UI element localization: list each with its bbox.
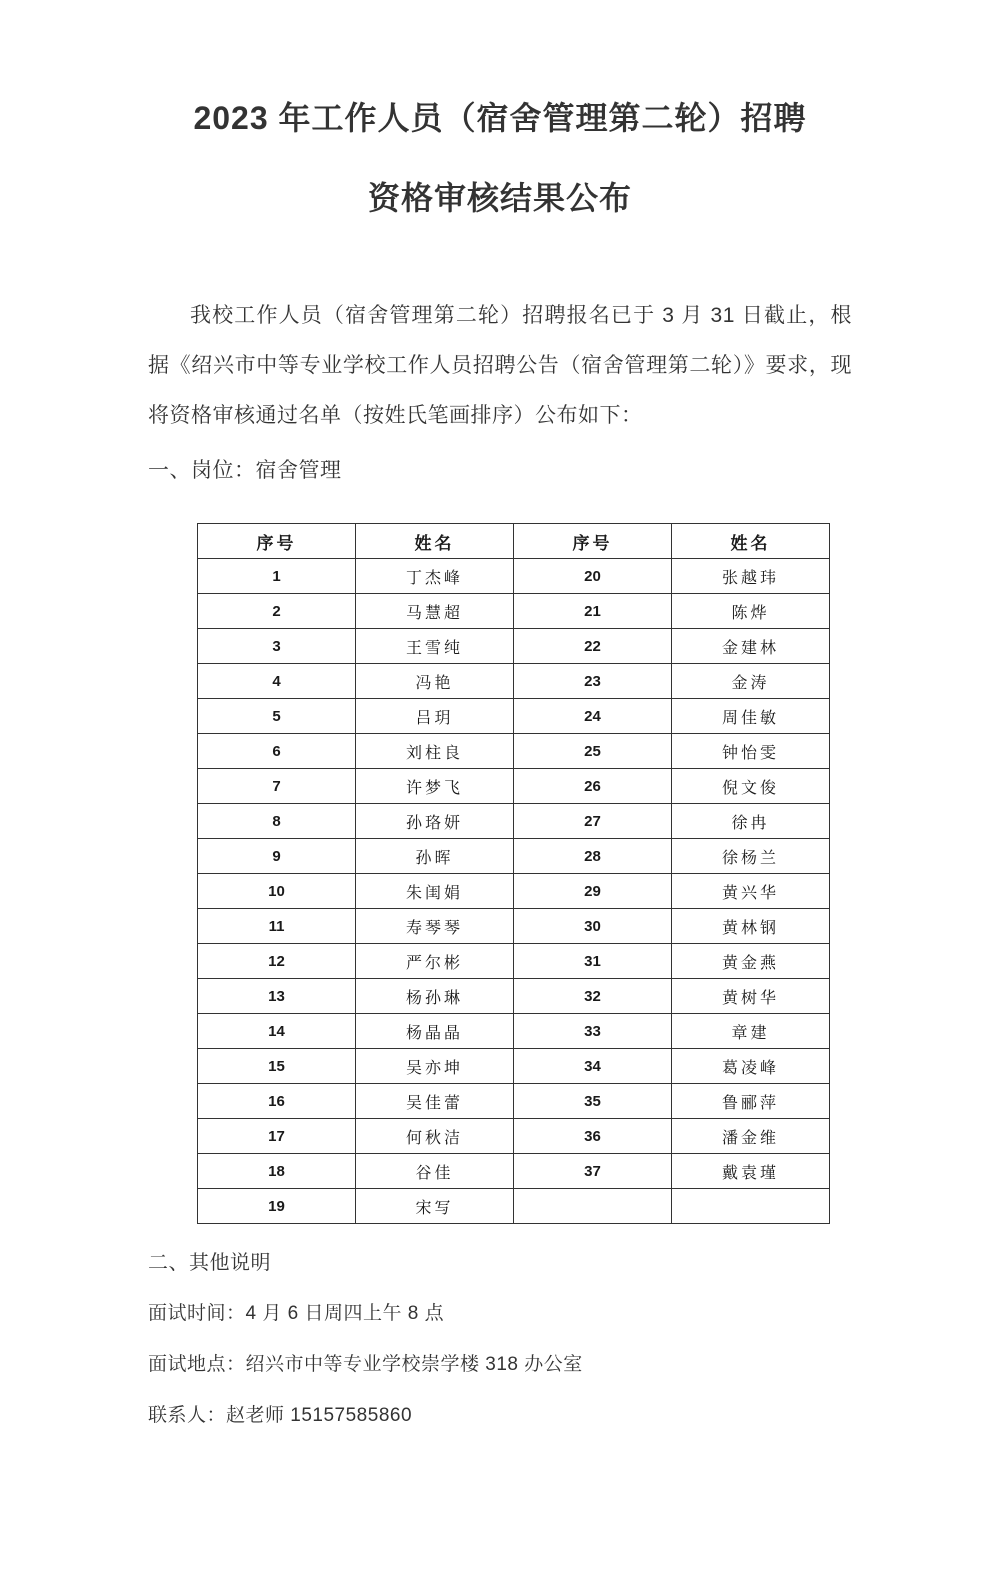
serial-cell: 9	[198, 839, 356, 874]
name-cell: 张越玮	[672, 559, 830, 594]
name-cell: 陈烨	[672, 594, 830, 629]
name-cell: 葛凌峰	[672, 1049, 830, 1084]
serial-cell: 20	[514, 559, 672, 594]
name-cell: 刘柱良	[356, 734, 514, 769]
name-cell: 冯艳	[356, 664, 514, 699]
name-cell: 孙珞妍	[356, 804, 514, 839]
table-header-cell: 序号	[198, 524, 356, 559]
table-row	[198, 944, 830, 979]
serial-cell: 33	[514, 1014, 672, 1049]
serial-cell: 35	[514, 1084, 672, 1119]
name-cell: 鲁郦萍	[672, 1084, 830, 1119]
table-row	[198, 629, 830, 664]
table-row	[198, 1154, 830, 1189]
serial-cell	[514, 1189, 672, 1224]
name-cell: 黄树华	[672, 979, 830, 1014]
name-cell: 徐杨兰	[672, 839, 830, 874]
table-row	[198, 1014, 830, 1049]
name-cell: 孙晖	[356, 839, 514, 874]
serial-cell: 21	[514, 594, 672, 629]
name-cell: 吕玥	[356, 699, 514, 734]
table-row	[198, 699, 830, 734]
page-title-line-1: 2023 年工作人员（宿舍管理第二轮）招聘	[193, 100, 807, 136]
serial-cell: 17	[198, 1119, 356, 1154]
serial-cell: 24	[514, 699, 672, 734]
applicants-table-body	[198, 559, 830, 1224]
name-cell: 钟怡雯	[672, 734, 830, 769]
table-row	[198, 874, 830, 909]
serial-cell: 6	[198, 734, 356, 769]
table-row	[198, 804, 830, 839]
table-header-row	[198, 524, 830, 559]
serial-cell: 19	[198, 1189, 356, 1224]
serial-cell: 16	[198, 1084, 356, 1119]
name-cell: 章建	[672, 1014, 830, 1049]
section-heading-position: 一、岗位：宿舍管理	[148, 459, 342, 482]
page-title	[148, 78, 852, 238]
serial-cell: 29	[514, 874, 672, 909]
name-cell: 杨晶晶	[356, 1014, 514, 1049]
serial-cell: 26	[514, 769, 672, 804]
page-title-line-2: 资格审核结果公布	[367, 180, 632, 216]
name-cell: 周佳敏	[672, 699, 830, 734]
name-cell: 许梦飞	[356, 769, 514, 804]
name-cell	[672, 1189, 830, 1224]
serial-cell: 23	[514, 664, 672, 699]
serial-cell: 8	[198, 804, 356, 839]
serial-cell: 22	[514, 629, 672, 664]
serial-cell: 36	[514, 1119, 672, 1154]
interview-place-line: 面试地点：绍兴市中等专业学校崇学楼 318 办公室	[148, 1354, 583, 1375]
table-header-cell: 序号	[514, 524, 672, 559]
table-row	[198, 1119, 830, 1154]
intro-paragraph: 我校工作人员（宿舍管理第二轮）招聘报名已于 3 月 31 日截止，根据《绍兴市中等专业学校工作人员招聘公告（宿舍管理第二轮）》要求，现将资格审核通过名单（按姓氏笔画排序）公布如下：	[148, 304, 852, 427]
name-cell: 吴亦坤	[356, 1049, 514, 1084]
serial-cell: 1	[198, 559, 356, 594]
name-cell: 马慧超	[356, 594, 514, 629]
serial-cell: 7	[198, 769, 356, 804]
name-cell: 戴袁瑾	[672, 1154, 830, 1189]
table-row	[198, 839, 830, 874]
name-cell: 金涛	[672, 664, 830, 699]
serial-cell: 11	[198, 909, 356, 944]
serial-cell: 10	[198, 874, 356, 909]
name-cell: 吴佳蕾	[356, 1084, 514, 1119]
serial-cell: 13	[198, 979, 356, 1014]
table-row	[198, 664, 830, 699]
name-cell: 黄金燕	[672, 944, 830, 979]
name-cell: 朱闺娟	[356, 874, 514, 909]
table-row	[198, 909, 830, 944]
table-row	[198, 1049, 830, 1084]
name-cell: 王雪纯	[356, 629, 514, 664]
serial-cell: 31	[514, 944, 672, 979]
serial-cell: 34	[514, 1049, 672, 1084]
serial-cell: 5	[198, 699, 356, 734]
serial-cell: 14	[198, 1014, 356, 1049]
name-cell: 倪文俊	[672, 769, 830, 804]
table-row	[198, 769, 830, 804]
table-row	[198, 979, 830, 1014]
serial-cell: 4	[198, 664, 356, 699]
serial-cell: 12	[198, 944, 356, 979]
interview-time-line: 面试时间：4 月 6 日周四上午 8 点	[148, 1303, 445, 1324]
name-cell: 潘金维	[672, 1119, 830, 1154]
table-row	[198, 594, 830, 629]
serial-cell: 30	[514, 909, 672, 944]
serial-cell: 32	[514, 979, 672, 1014]
serial-cell: 25	[514, 734, 672, 769]
name-cell: 宋写	[356, 1189, 514, 1224]
name-cell: 丁杰峰	[356, 559, 514, 594]
table-row	[198, 1189, 830, 1224]
applicants-table	[197, 523, 830, 1224]
contact-line: 联系人：赵老师 15157585860	[148, 1405, 413, 1426]
name-cell: 金建林	[672, 629, 830, 664]
name-cell: 黄林钢	[672, 909, 830, 944]
applicants-table-head	[198, 524, 830, 559]
section-heading-notes: 二、其他说明	[148, 1252, 271, 1274]
serial-cell: 28	[514, 839, 672, 874]
table-header-cell: 姓名	[672, 524, 830, 559]
name-cell: 徐冉	[672, 804, 830, 839]
name-cell: 寿琴琴	[356, 909, 514, 944]
table-row	[198, 1084, 830, 1119]
table-row	[198, 559, 830, 594]
serial-cell: 15	[198, 1049, 356, 1084]
serial-cell: 27	[514, 804, 672, 839]
name-cell: 杨孙琳	[356, 979, 514, 1014]
serial-cell: 2	[198, 594, 356, 629]
name-cell: 黄兴华	[672, 874, 830, 909]
name-cell: 谷佳	[356, 1154, 514, 1189]
serial-cell: 3	[198, 629, 356, 664]
serial-cell: 37	[514, 1154, 672, 1189]
name-cell: 严尔彬	[356, 944, 514, 979]
serial-cell: 18	[198, 1154, 356, 1189]
table-row	[198, 734, 830, 769]
table-header-cell: 姓名	[356, 524, 514, 559]
name-cell: 何秋洁	[356, 1119, 514, 1154]
